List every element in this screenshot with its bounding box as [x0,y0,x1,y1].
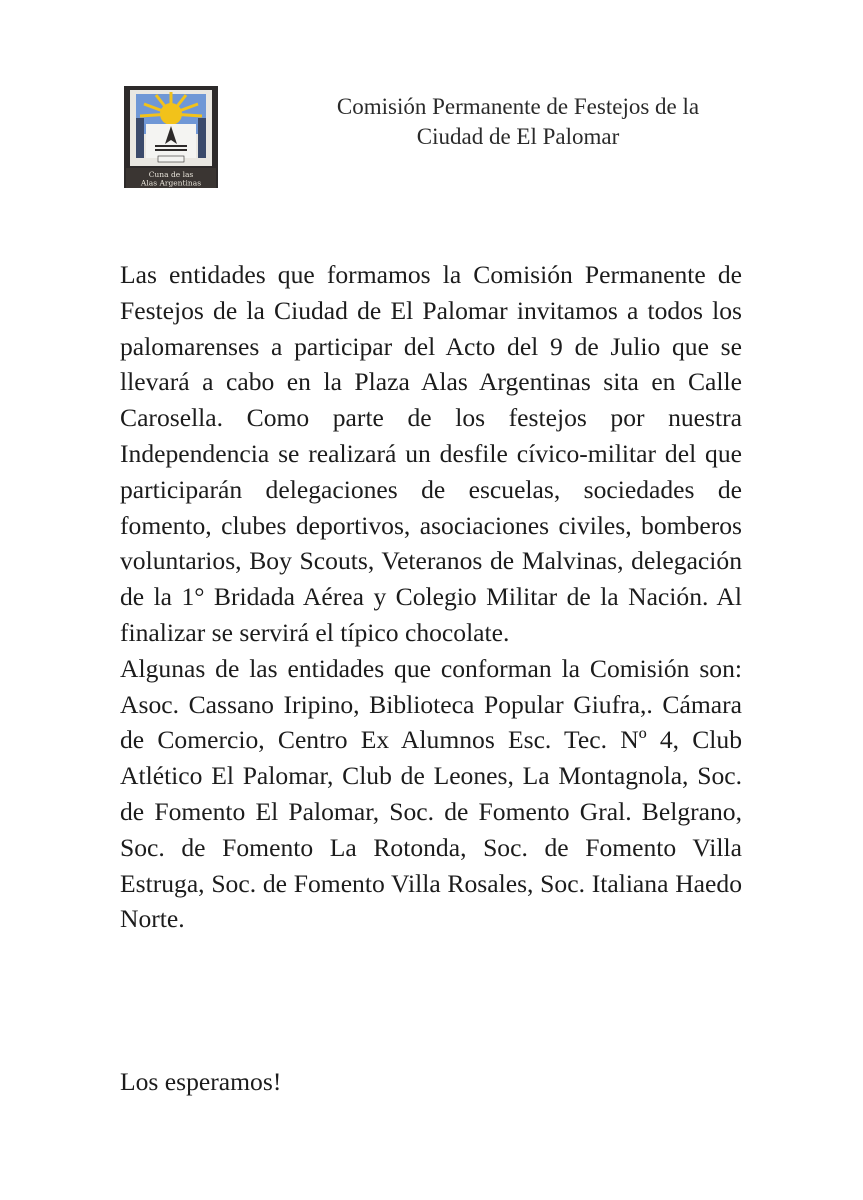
coat-of-arms-emblem-icon [122,84,220,190]
title-line-1: Comisión Permanente de Festejos de la [336,94,700,119]
svg-text:Cuna de las: Cuna de las [148,170,194,179]
svg-text:Alas Argentinas: Alas Argentinas [140,178,202,188]
paragraph-entities: Algunas de las entidades que conforman la Comisión son: Asoc. Cassano Iripino, Biblioteca Popular Giufra,. Cámara de Comercio, Centro Ex Alumnos Esc. Tec. Nº 4, Club Atlético El Palomar, Club de Leones, La Montagnola, Soc. de Fomento El Palomar, Soc. de Fomento Gral. Belgrano, Soc. de Fomento La Rotonda, Soc. de Fomento Villa Estruga, Soc. de Fomento Villa Rosales, Soc. Italiana Haedo Norte. [120,653,742,934]
coat-of-arms-logo [122,84,220,190]
document-body [120,257,742,937]
paragraph-invitation: Las entidades que formamos la Comisión Permanente de Festejos de la Ciudad de El Palomar invitamos a todos los palomarenses a participar del Acto del 9 de Julio que se llevará a cabo en la Plaza Alas Argentinas sita en Calle Carosella. Como parte de los festejos por nuestra Independencia se realizará un desfile cívico-militar del que participarán delegaciones de escuelas, sociedades de fomento, clubes deportivos, asociaciones civiles, bomberos voluntarios, Boy Scouts, Veteranos de Malvinas, delegación de la 1° Bridada Aérea y Colegio Militar de la Nación. Al finalizar se servirá el típico chocolate. [120,260,742,647]
closing-line: Los esperamos! [120,1067,282,1096]
page-title [292,92,744,152]
title-line-2: Ciudad de El Palomar [416,124,620,149]
